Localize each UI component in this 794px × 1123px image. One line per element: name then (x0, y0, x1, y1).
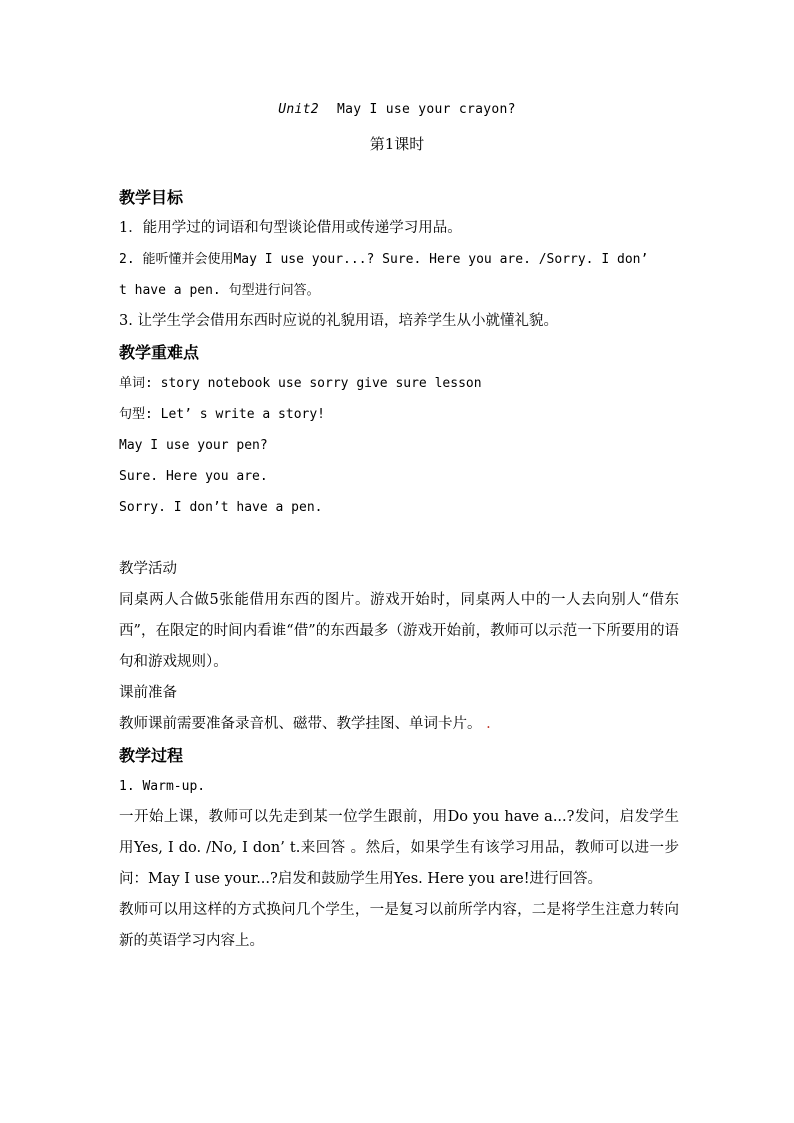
activities-text: 同桌两人合做5张能借用东西的图片。游戏开始时，同桌两人中的一人去向别人“借东西”，在限定的时间内看谁“借”的东西最多（游戏开始前，教师可以示范一下所要用的语句和游戏规则）。 (119, 592, 679, 670)
preparation-trailing-dot: . (486, 716, 491, 732)
process-paragraph: 一开始上课，教师可以先走到某一位学生跟前，用Do you have a...?发问，启发学生用Yes, I do. /No, I don’ t.来回答 。然后，如果学生有该学习用品，教师可以进一步问：May I use your...?启发和鼓励学生用Yes. Here you are!进行回答。 (119, 809, 679, 887)
key-point-line: Sorry. I don’t have a pen. (119, 500, 323, 515)
document-title (0, 102, 794, 117)
key-point-line: Sure. Here you are. (119, 469, 268, 484)
spacer (119, 523, 679, 554)
process-step: 1. Warm-up. (119, 779, 206, 794)
process-paragraph: 教师可以用这样的方式换问几个学生，一是复习以前所学内容，二是将学生注意力转向新的英语学习内容上。 (119, 902, 679, 949)
key-point-line: 单词: story notebook use sorry give sure lesson (119, 376, 482, 391)
objective-item-continued: t have a pen. 句型进行问答。 (119, 283, 320, 298)
key-point-line: May I use your pen? (119, 438, 268, 453)
objectives-heading: 教学目标 (119, 188, 184, 207)
process-heading: 教学过程 (119, 746, 184, 765)
objective-item: 3. 让学生学会借用东西时应说的礼貌用语，培养学生从小就懂礼貌。 (119, 313, 558, 329)
title-text: May I use your crayon? (336, 102, 516, 117)
lesson-label: 第1课时 (369, 135, 425, 153)
objective-item: 2. 能听懂并会使用May I use your...? Sure. Here you are. /Sorry. I don’ (119, 252, 649, 267)
activities-heading: 教学活动 (119, 561, 177, 577)
unit-label: Unit2 (278, 102, 319, 117)
key-point-line: 句型: Let’ s write a story! (119, 407, 326, 422)
preparation-text (119, 709, 679, 740)
document-body (119, 182, 679, 957)
key-points-heading: 教学重难点 (119, 343, 200, 362)
objective-item: 1．能用学过的词语和句型谈论借用或传递学习用品。 (119, 220, 462, 236)
preparation-heading: 课前准备 (119, 685, 177, 701)
preparation-sentence: 教师课前需要准备录音机、磁带、教学挂图、单词卡片。 (119, 716, 482, 732)
